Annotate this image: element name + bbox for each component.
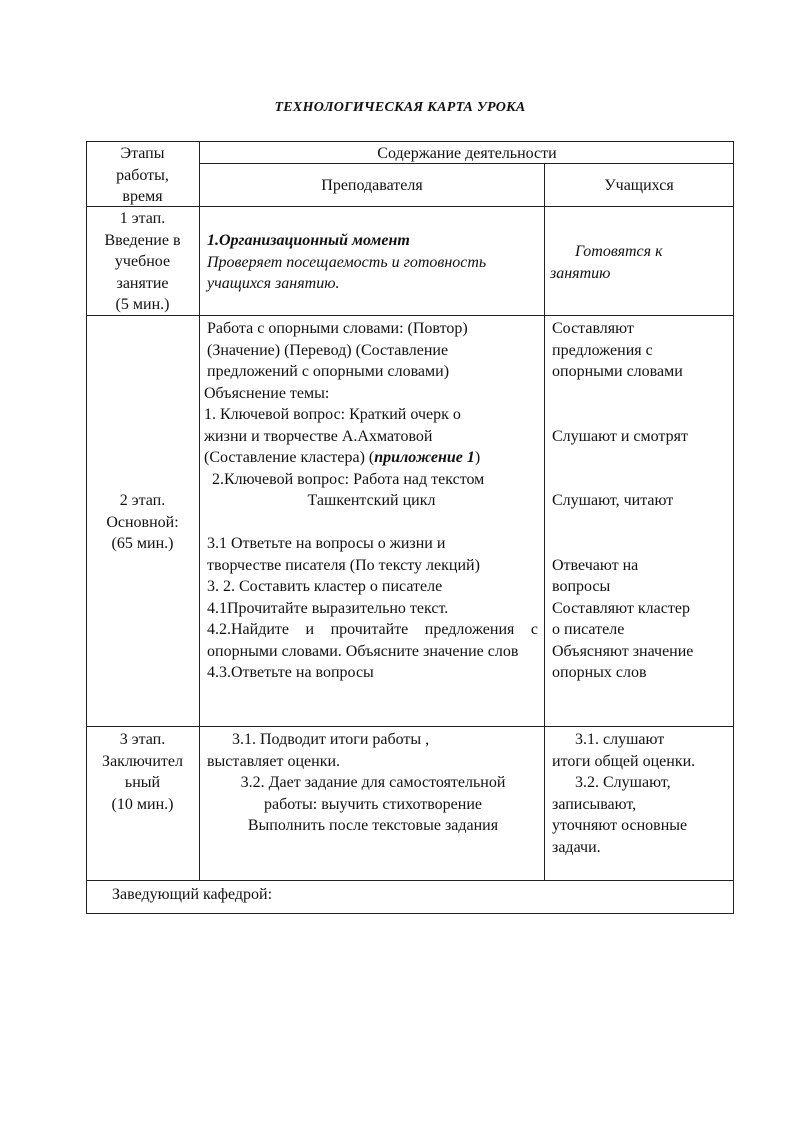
- page-title: ТЕХНОЛОГИЧЕСКАЯ КАРТА УРОКА: [274, 100, 526, 115]
- row2-teacher: Работа с опорными словами: (Повтор) (Значение) (Перевод) (Составление предложений с опорными словами) Объяснение темы: 1. Ключевой вопрос: Краткий очерк о жизни и творчестве А.Ахматовой (Составление кластера) (приложение 1) 2.Ключевой вопрос: Работа над текстом Ташкентский цикл 3.1 Ответьте на вопросы о жизни и творчестве писателя (По тексту лекций) 3. 2. Составить кластер о писателе 4.1Прочитайте выразительно текст. 4.2.Найдите и прочитайте предложения с опорными словами. Объясните значение слов 4.3.Ответьте на вопросы: [204, 320, 538, 681]
- header-students: Учащихся: [604, 177, 674, 194]
- row3-students: 3.1. слушают итоги общей оценки. 3.2. Слушают, записывают, уточняют основные задачи.: [552, 731, 696, 856]
- header-content: Содержание деятельности: [377, 145, 557, 162]
- row1-students: Готовятся к занятию: [550, 243, 663, 282]
- row3-teacher: 3.1. Подводит итоги работы , выставляет оценки. 3.2. Дает задание для самостоятельной работы: выучить стихотворение Выполнить после текстовые задания: [207, 731, 506, 834]
- header-teacher: Преподавателя: [321, 177, 423, 194]
- row2-students: Составляют предложения с опорными словами Слушают и смотрят Слушают, читают Отвечают на вопросы Составляют кластер о писателе Объясняют значение опорных слов: [552, 320, 694, 681]
- row1-stage: 1 этап. Введение в учебное занятие (5 мин.): [104, 210, 181, 313]
- header-stage: Этапы работы, время: [116, 145, 169, 205]
- footer-signature: Заведующий кафедрой:: [112, 886, 273, 903]
- row2-stage: 2 этап. Основной: (65 мин.): [106, 492, 179, 552]
- row1-teacher: 1.Организационный момент Проверяет посещаемость и готовность учащихся занятию.: [207, 232, 487, 292]
- row3-stage: 3 этап. Заключител ьный (10 мин.): [102, 731, 183, 813]
